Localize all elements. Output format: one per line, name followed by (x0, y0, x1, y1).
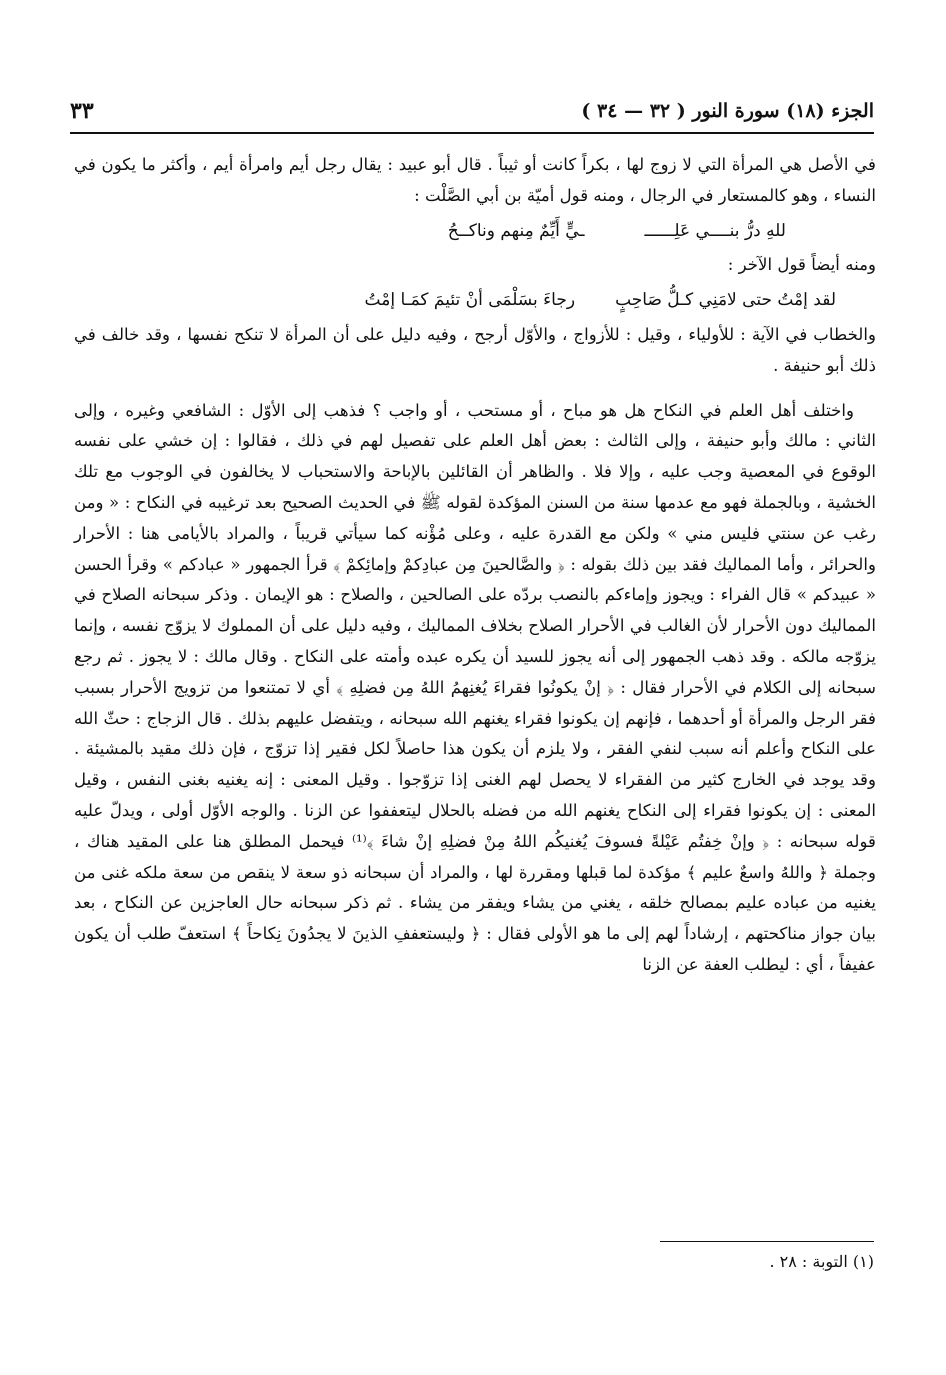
footnote-divider (660, 1241, 874, 1242)
poem-verse-2 (74, 285, 836, 316)
verse-1-second-hemistich: ـيٍّ أَيِّمٌ مِنهم وناكــحُ (447, 220, 585, 241)
running-title: الجزء (١٨) سورة النور ( ٣٢ — ٣٤ ) (581, 100, 874, 122)
paragraph-spacer (74, 382, 876, 396)
verse-2-first-hemistich: لقد إمْتُ حتى لامَنِي كـلُّ صَاحِبٍ (615, 290, 836, 311)
paragraph-3: والخطاب في الآية : للأولياء ، وقيل : للأزواج ، والأوّل أرجح ، وفيه دليل على أن المرأة لا تنكح نفسها ، وقد خالف في ذلك أبو حنيفة . (74, 324, 876, 375)
paragraph-1: في الأصل هي المرأة التي لا زوج لها ، بكراً كانت أو ثيباً . قال أبو عبيد : يقال رجل أيم وامرأة أيم ، وأكثر ما يكون في النساء ، وهو كالمستعار في الرجال ، ومنه قول أميّة بن أبي الصَّلْت : (74, 155, 876, 205)
paragraph-4: واختلف أهل العلم في النكاح هل هو مباح ، أو مستحب ، أو واجب ؟ فذهب إلى الأوّل : الشافعي وغيره ، وإلى الثاني : مالك وأبو حنيفة ، وإلى الثالث : بعض أهل العلم على تفصيل لهم في ذلك ، فقالوا : إن خشي على نفسه الوقوع في المعصية وجب عليه ، وإلا فلا . والظاهر أن القائلين بالإباحة والاستحباب لا يخالفون في الوجوب مع تلك الخشية ، وبالجملة فهو مع عدمها سنة من السنن المؤكدة لقوله ﷺ في الحديث الصحيح بعد ترغيبه في النكاح : « ومن رغب عن سنتي فليس مني » ولكن مع القدرة عليه ، وعلى مُؤْنه كما سيأتي قريباً ، والمراد بالأيامى هنا : الأحرار والحرائر ، وأما المماليك فقد بين ذلك بقوله : ﴿ والصَّالحينَ مِن عبادِكمْ وإمائِكمْ ﴾ قرأ الجمهور « عبادكم » وقرأ الحسن « عبيدكم » قال الفراء : ويجوز وإماءكم بالنصب بردّه على الصالحين ، والصلاح : هو الإيمان . وذكر سبحانه الصلاح في المماليك دون الأحرار لأن الغالب في الأحرار الصلاح بخلاف المماليك ، وفيه دليل على أن المملوك لا يزوّج نفسه ، وإنما يزوّجه مالكه . وقد ذهب الجمهور إلى أنه يجوز للسيد أن يكره عبده وأمته على النكاح . وقال مالك : لا يجوز . ثم رجع سبحانه إلى الكلام في الأحرار فقال : ﴿ إنْ يكونُوا فقراءَ يُغنِهمُ اللهُ مِن فضلِهِ ﴾ أي لا تمتنعوا من تزويج الأحرار بسبب فقر الرجل والمرأة أو أحدهما ، فإنهم إن يكونوا فقراء يغنهم الله سبحانه ، ويتفضل عليهم بذلك . قال الزجاج : حثّ الله على النكاح وأعلم أنه سبب لنفي الفقر ، ولا يلزم أن يكون هذا حاصلاً لكل فقير إذا تزوّج ، فإن ذلك مقيد بالمشيئة . وقد يوجد في الخارج كثير من الفقراء لا يحصل لهم الغنى إذا تزوّجوا . وقيل المعنى : إنه يغنيه بغنى النفس ، وقيل المعنى : إن يكونوا فقراء إلى النكاح يغنهم الله من فضله بالحلال ليتعففوا عن الزنا . والوجه الأوّل أولى ، ويدلّ عليه قوله سبحانه : ﴿ وإنْ خِفتُم عَيْلةً فسوفَ يُغنيكُم اللهُ مِنْ فضلِهِ إنْ شاءَ ﴾⁽¹⁾ فيحمل المطلق هنا على المقيد هناك ، وجملة ﴿ واللهُ واسعٌ عليم ﴾ مؤكدة لما قبلها ومقررة لها ، والمراد أن سبحانه ذو سعة لا ينقص من سعة ملكه غنى من يغنيه من عباده عليم بمصالح خلقه ، يغني من يشاء ويفقر من يشاء . ثم ذكر سبحانه حال العاجزين عن النكاح ، بعد بيان جواز مناكحتهم ، إرشاداً لهم إلى ما هو الأولى فقال : ﴿ وليستعففِ الذينَ لا يجدُونَ نِكاحاً ﴾ استعفّ طلب أن يكون عفيفاً ، أي : ليطلب العفة عن الزنا (74, 400, 876, 974)
page-number: ٣٣ (70, 98, 94, 124)
poem-verse-1 (74, 216, 786, 247)
page-header (70, 98, 874, 134)
paragraph-2: ومنه أيضاً قول الآخر : (727, 255, 876, 275)
main-text (74, 150, 876, 981)
footnote: (١) التوبة : ٢٨ . (769, 1252, 874, 1271)
verse-2-second-hemistich: رجاءَ بسَلْمَى أنْ تئيمَ كمَـا إمْتُ (364, 290, 576, 311)
verse-1-first-hemistich: للهِ درُّ بنــــي عَلِــــــ (644, 220, 786, 241)
